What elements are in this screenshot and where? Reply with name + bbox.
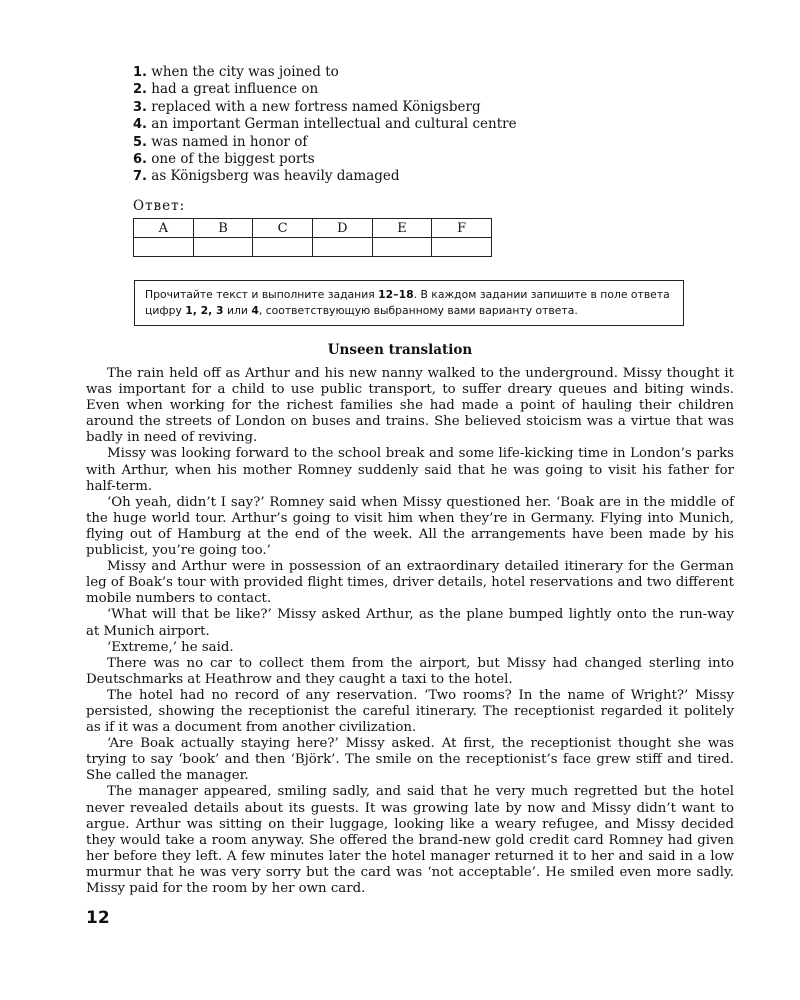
answer-cell-e[interactable] xyxy=(372,238,432,257)
paragraph: There was no car to collect them from the airport, but Missy had changed sterling into Deutschmarks at Heathrow and they caught a taxi to the hotel. xyxy=(86,655,734,687)
paragraph: Missy and Arthur were in possession of an extraordinary detailed itinerary for the German leg of Boak’s tour with provided flight times, driver details, hotel reservations and two different mobile numbers to contact. xyxy=(86,559,734,607)
page-number: 12 xyxy=(86,908,110,928)
answer-header-row xyxy=(134,219,492,238)
answer-cell-b[interactable] xyxy=(193,238,253,257)
answer-cell-a[interactable] xyxy=(134,238,194,257)
paragraph: ‘Are Boak actually staying here?’ Missy asked. At first, the receptionist thought she was trying to say ‘book’ and then ‘Björk’. The smile on the receptionist’s face grew stiff and tired. She called the manager. xyxy=(86,736,734,784)
list-item: 5. was named in honor of xyxy=(133,133,308,150)
answer-header-cell: A xyxy=(134,219,194,238)
options-list xyxy=(133,64,633,186)
answer-cell-d[interactable] xyxy=(312,238,372,257)
paragraph: ‘Extreme,’ he said. xyxy=(107,639,234,655)
paragraph: Missy was looking forward to the school break and some life-kicking time in London’s parks with Arthur, when his mother Romney suddenly said that he was going to visit his father for half-term. xyxy=(86,446,734,494)
answer-header-cell: C xyxy=(253,219,313,238)
paragraph: ‘Oh yeah, didn’t I say?’ Romney said when Missy questioned her. ‘Boak are in the middle of the huge world tour. Arthur’s going to visit him when they’re in Germany. Flying into Munich, flying out of Hamburg at the end of the week. All the arrangements have been made by his publicist, you’re going too.’ xyxy=(86,494,734,559)
instructions-box: Прочитайте текст и выполните задания 12–18. В каждом задании запишите в поле ответа цифру 1, 2, 3 или 4, соответствующую выбранному вами варианту ответа. xyxy=(134,280,684,326)
answer-label: Ответ: xyxy=(133,198,186,214)
answer-header-cell: E xyxy=(372,219,432,238)
paragraph: The hotel had no record of any reservation. ‘Two rooms? In the name of Wright?’ Missy persisted, showing the receptionist the careful itinerary. The receptionist regarded it politely as if it was a document from another civilization. xyxy=(86,687,734,736)
list-item: 7. as Königsberg was heavily damaged xyxy=(133,168,400,185)
answer-cell-f[interactable] xyxy=(432,238,492,257)
list-item: 4. an important German intellectual and cultural centre xyxy=(133,116,517,133)
answer-cell-c[interactable] xyxy=(253,238,313,257)
paragraph: ‘What will that be like?’ Missy asked Arthur, as the plane bumped lightly onto the run-way at Munich airport. xyxy=(86,607,734,639)
answer-header-cell: F xyxy=(432,219,492,238)
answer-table xyxy=(133,218,492,257)
paragraph: The manager appeared, smiling sadly, and said that he very much regretted but the hotel never revealed details about its guests. It was growing late by now and Missy didn’t want to argue. Arthur was sitting on their luggage, looking like a weary refugee, and Missy decided they would take a room anyway. She offered the brand-new gold credit card Romney had given her before they left. A few minutes later the hotel manager returned it to her and said in a low murmur that he was very sorry but the card was ‘not acceptable’. He smiled even more sadly. Missy paid for the room by her own card. xyxy=(86,784,734,896)
paragraph: The rain held off as Arthur and his new nanny walked to the underground. Missy thought it was important for a child to use public transport, to suffer dreary queues and biting winds. Even when working for the richest families she had made a point of hauling their children around the streets of London on buses and trains. She believed stoicism was a virtue that was badly in need of reviving. xyxy=(86,366,734,446)
list-item: 2. had a great influence on xyxy=(133,81,319,98)
story-text xyxy=(86,366,734,897)
list-item: 1. when the city was joined to xyxy=(133,64,339,80)
answer-input-row xyxy=(134,238,492,257)
list-item: 3. replaced with a new fortress named Königsberg xyxy=(133,98,481,115)
list-item: 6. one of the biggest ports xyxy=(133,151,315,168)
answer-header-cell: D xyxy=(312,219,372,238)
section-title: Unseen translation xyxy=(327,342,473,358)
answer-header-cell: B xyxy=(193,219,253,238)
